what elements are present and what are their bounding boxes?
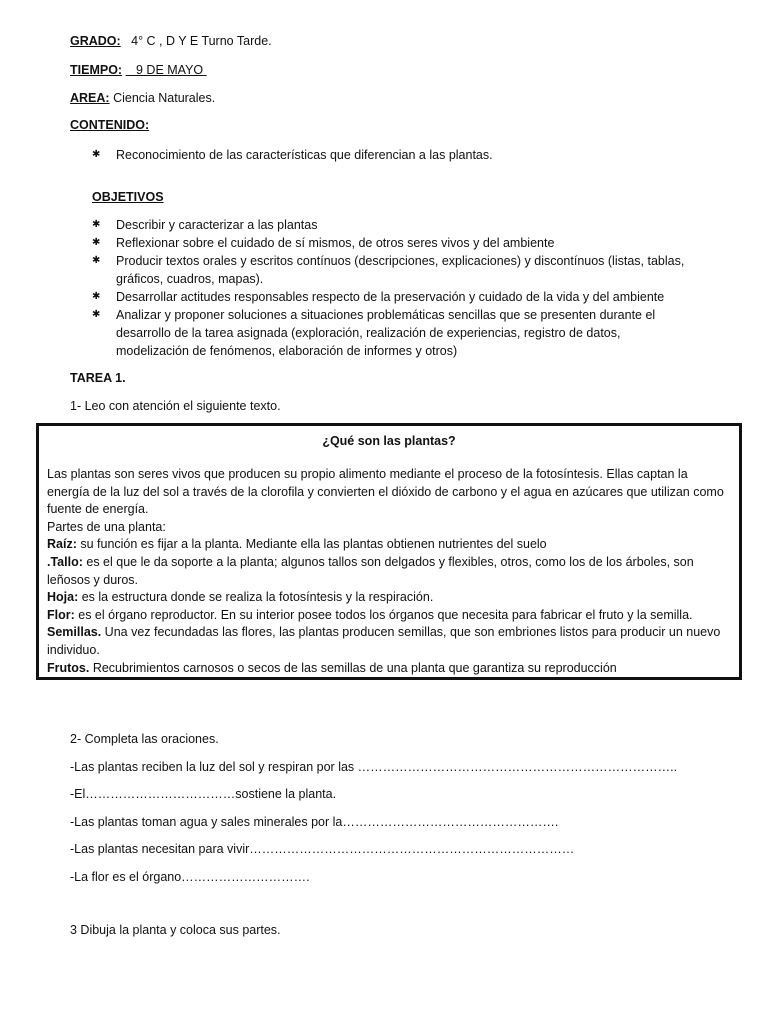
box-intro: Las plantas son seres vivos que producen su propio alimento mediante el proceso de la fotosíntesis. Ellas captan la energía de la luz del sol a través de la clorofila y convierten el dióxido de carbono y el agua en azúcares que utilizan como fuente de energía. — [47, 467, 724, 517]
reading-box — [36, 423, 742, 680]
partes-title: Partes de una planta: — [47, 519, 166, 534]
bullet-icon: ✱ — [92, 149, 101, 160]
box-title: ¿Qué son las plantas? — [322, 434, 456, 448]
sentence-3: -Las plantas toman agua y sales minerales por la……………………………………………. — [70, 815, 559, 829]
tiempo-label: TIEMPO: — [70, 63, 123, 77]
contenido-label: CONTENIDO: — [70, 118, 150, 132]
raiz-line: Raíz: su función es fijar a la planta. Mediante ella las plantas obtienen nutrientes del suelo — [47, 537, 547, 552]
tiempo-value: 9 DE MAYO — [136, 63, 204, 77]
grado-value: 4° C , D Y E Turno Tarde. — [131, 34, 272, 48]
tallo-line: .Tallo: es el que le da soporte a la planta; algunos tallos son delgados y flexibles, otros, como los de los árboles, son leñosos y duros. — [47, 554, 694, 587]
contenido-line — [70, 118, 149, 132]
step-1: 1- Leo con atención el siguiente texto. — [70, 399, 281, 413]
bullet-icon: ✱ — [92, 219, 101, 230]
area-line — [70, 91, 215, 105]
area-value: Ciencia Naturales. — [113, 91, 216, 105]
list-item: ✱ Describir y caracterizar a las plantas — [92, 218, 318, 232]
list-item: ✱ Analizar y proponer soluciones a situaciones problemáticas sencillas que se presenten durante el desarrollo de la tarea asignada (exploración, realización de experiencias, registro de datos, modelización de fenómenos, elaboración de informes y otros) — [92, 308, 656, 358]
grado-label: GRADO: — [70, 34, 121, 48]
flor-line: Flor: es el órgano reproductor. En su interior posee todos los órganos que necesita para fabricar el fruto y la semilla. — [47, 607, 693, 622]
semillas-line: Semillas. Una vez fecundadas las flores, las plantas producen semillas, que son embriones listos para producir un nuevo individuo. — [47, 625, 721, 657]
list-item: ✱ Desarrollar actitudes responsables respecto de la preservación y cuidado de la vida y del ambiente — [92, 290, 665, 304]
tiempo-line — [70, 63, 207, 77]
bullet-icon: ✱ — [92, 309, 101, 320]
area-label: AREA: — [70, 91, 110, 105]
grado-line — [70, 34, 272, 48]
bullet-icon: ✱ — [92, 291, 101, 302]
list-item: ✱ Reconocimiento de las características que diferencian a las plantas. — [92, 148, 493, 162]
sentence-4: -Las plantas necesitan para vivir…………………………………………………………………… — [70, 842, 575, 856]
step-2: 2- Completa las oraciones. — [70, 732, 219, 746]
objetivos-title: OBJETIVOS — [92, 190, 164, 204]
objetivos-list — [92, 216, 692, 360]
bullet-icon: ✱ — [92, 255, 101, 266]
bullet-icon: ✱ — [92, 237, 101, 248]
sentence-2: -El………………………………sostiene la planta. — [70, 787, 337, 801]
hoja-line: Hoja: es la estructura donde se realiza la fotosíntesis y la respiración. — [47, 590, 434, 605]
tarea-title: TAREA 1. — [70, 371, 126, 385]
frutos-line: Frutos. Recubrimientos carnosos o secos de las semillas de una planta que garantiza su reproducción — [47, 660, 617, 675]
step-3: 3 Dibuja la planta y coloca sus partes. — [70, 923, 281, 937]
sentence-1: -Las plantas reciben la luz del sol y respiran por las ………………………………………………………………….. — [70, 760, 678, 774]
list-item: ✱ Reflexionar sobre el cuidado de sí mismos, de otros seres vivos y del ambiente — [92, 236, 555, 250]
list-item: ✱ Producir textos orales y escritos contínuos (descripciones, explicaciones) y discontínuos (listas, tablas, gráficos, cuadros, mapas). — [92, 254, 685, 286]
sentence-5: -La flor es el órgano…………………………. — [70, 870, 310, 884]
contenido-list — [92, 146, 692, 164]
